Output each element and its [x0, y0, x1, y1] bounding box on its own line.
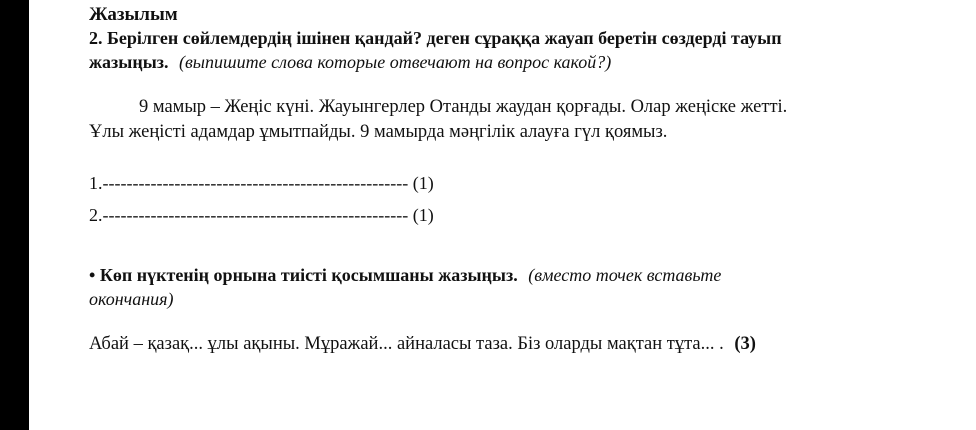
task3-heading-bold: Көп нүктенің орнына тиісті қосымшаны жазыңыз. [99, 265, 518, 285]
task3-sentence-line [89, 333, 756, 355]
task3-heading-line2: окончания) [89, 289, 174, 309]
task2-heading-line1: 2. Берілген сөйлемдердің ішінен қандай? деген сұраққа жауап беретін сөздерді тауып [89, 28, 782, 48]
task2-heading-line2 [89, 51, 611, 73]
task3-heading-line1 [89, 264, 721, 286]
answer-line-1: 1.--------------------------------------------------- (1) [89, 173, 434, 193]
task3-sentence: Абай – қазақ... ұлы ақыны. Мұражай... айналасы таза. Біз оларды мақтан тұта... . [89, 334, 724, 354]
task3-heading-translation: (вместо точек вставьте [528, 265, 722, 285]
document-page [29, 0, 976, 430]
task2-paragraph-line2: Ұлы жеңісті адамдар ұмытпайды. 9 мамырда мәңгілік алауға гүл қоямыз. [89, 122, 668, 142]
answer-line-2: 2.--------------------------------------------------- (1) [89, 205, 434, 225]
task2-paragraph-line1: 9 мамыр – Жеңіс күні. Жауынгерлер Отанды жаудан қорғады. Олар жеңіске жетті. [139, 97, 788, 117]
task2-heading-bold: жазыңыз. [89, 52, 169, 72]
section-title: Жазылым [89, 4, 178, 25]
task2-heading-translation: (выпишите слова которые отвечают на вопрос какой?) [179, 52, 612, 72]
bullet: • [89, 265, 96, 285]
task3-points: (3) [734, 334, 756, 354]
